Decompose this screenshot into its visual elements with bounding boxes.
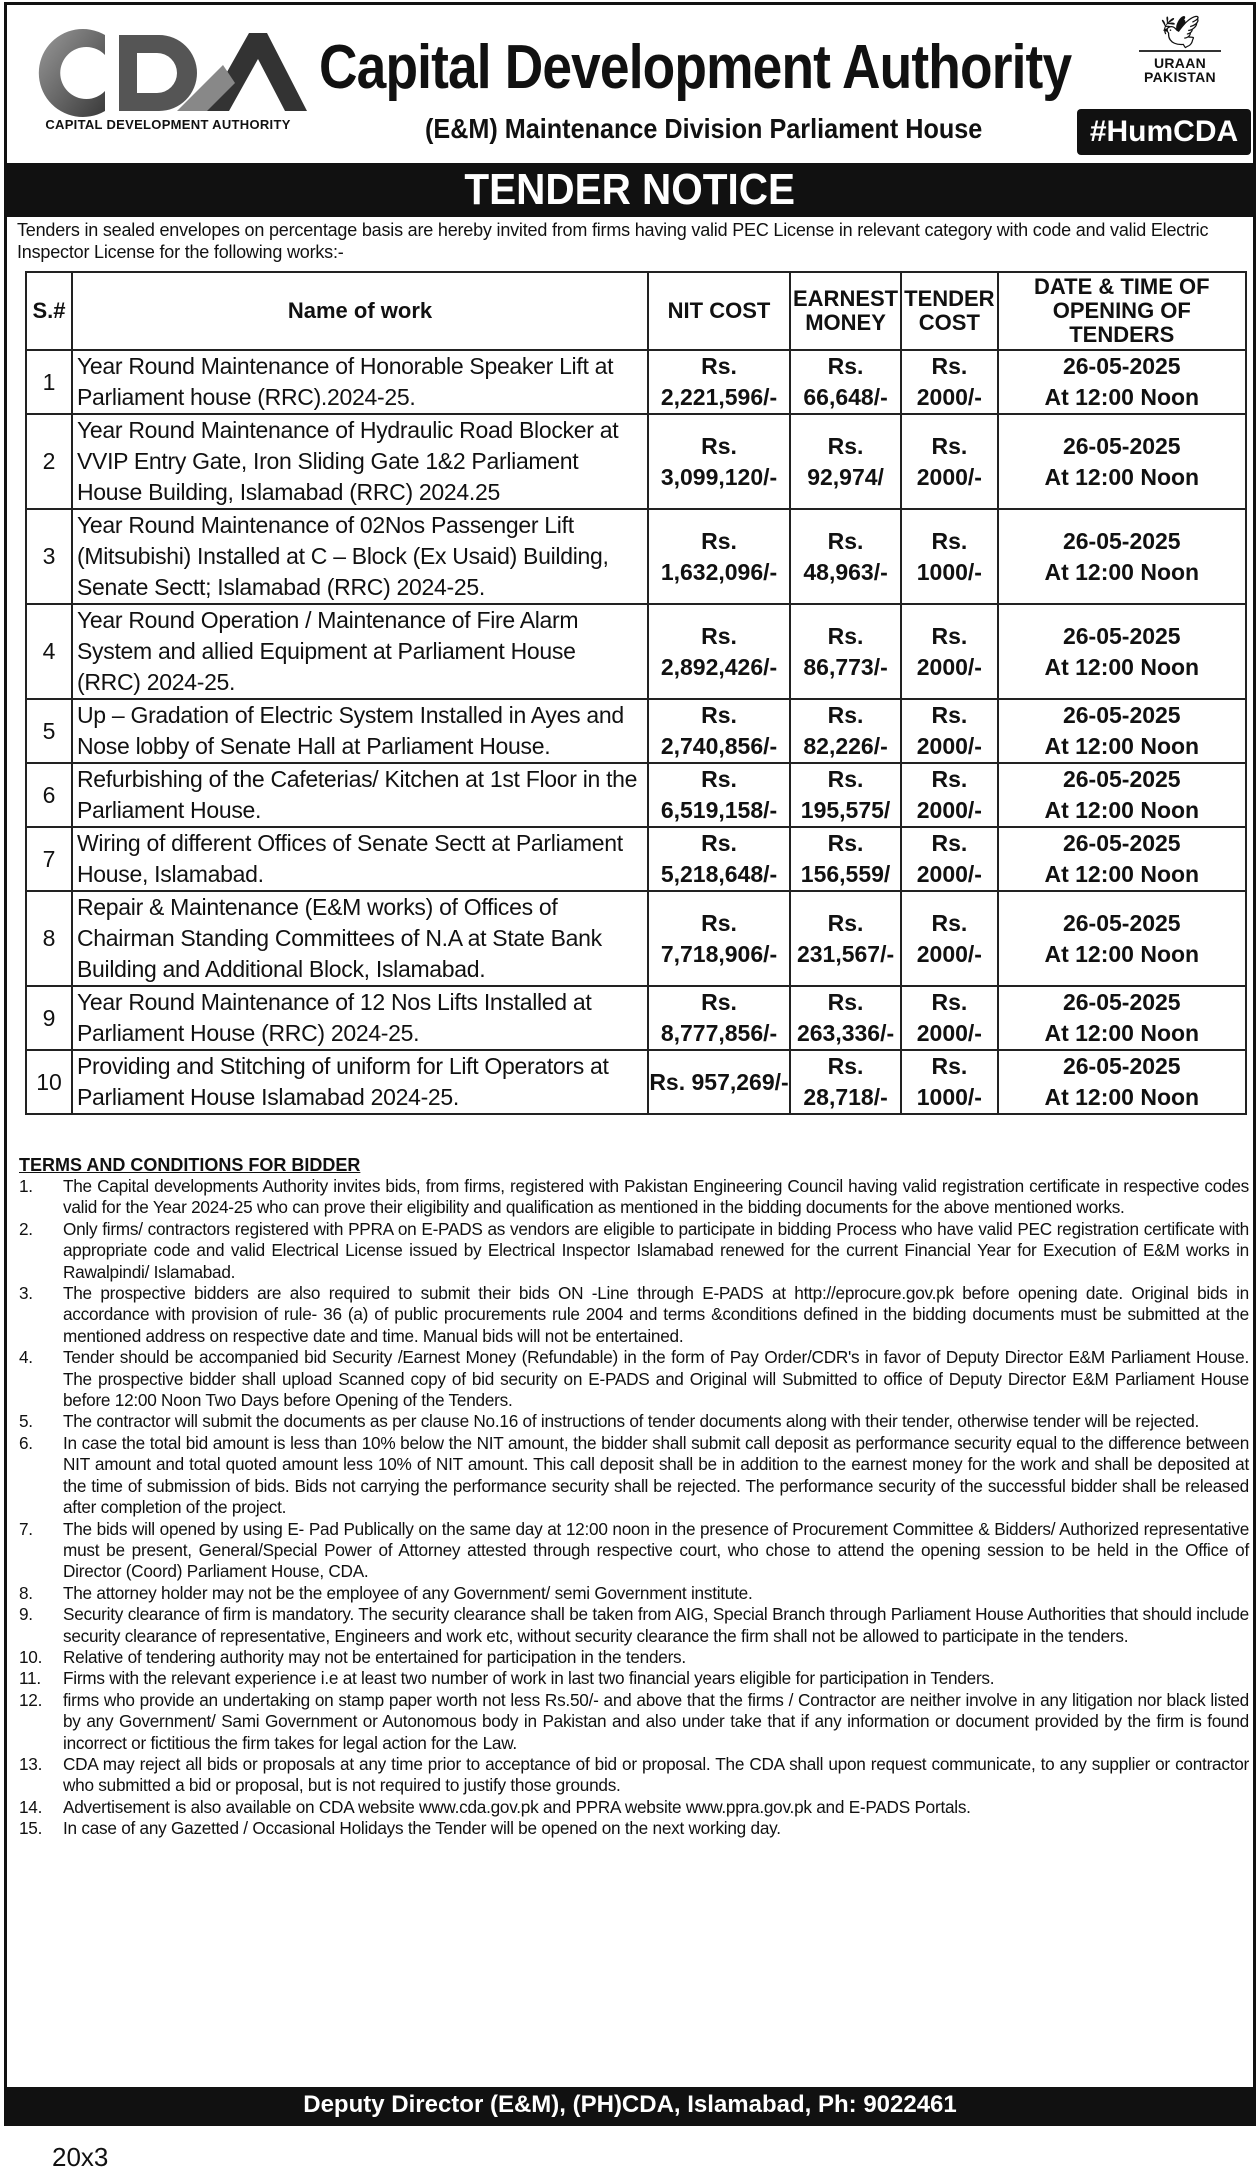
cell-earnest-money: Rs. 92,974/ [790,414,901,509]
terms-section [19,1154,1249,1840]
cell-opening-date-time [998,891,1246,986]
term-item [19,1433,1249,1519]
opening-date: 26-05-2025 [1062,432,1181,459]
opening-time: At 12:00 Noon [1044,653,1200,680]
term-item [19,1347,1249,1411]
term-item [19,1754,1249,1797]
term-number: 3. [19,1283,33,1304]
cell-earnest-money: Rs. 195,575/ [790,763,901,827]
term-text: Tender should be accompanied bid Security /Earnest Money (Refundable) in the form of Pay Order/CDR's in favor of Deputy Director E&M Parliament House. The prospective bidder shall upload Scanned copy of bid security on E-PADS and Original will Submitted to office of Deputy Director E&M Parliament House before 12:00 Noon Two Days before Opening of the Tenders. [63,1347,1249,1411]
opening-time: At 12:00 Noon [1044,861,1200,887]
term-text: Relative of tendering authority may not be entertained for participation in the tenders. [63,1646,686,1667]
opening-date: 26-05-2025 [1062,527,1181,554]
cell-tender-cost: Rs. 2000/- [901,604,997,699]
term-text: The Capital developments Authority invites bids, from firms, registered with Pakistan Engineering Council having valid registration certificate in respective codes valid for the Year 2024-25 who can prove their eligibility and qualification as mentioned in the bidding documents for the above mentioned works. [63,1176,1249,1218]
header-sn: S.# [26,272,72,350]
cell-opening-date-time [998,827,1246,891]
cell-name-of-work: Up – Gradation of Electric System Installed in Ayes and Nose lobby of Senate Hall at Parliament House. [72,699,648,763]
tender-notice-title-bar [7,163,1253,217]
term-item [19,1411,1249,1432]
term-item [19,1583,1249,1604]
cell-name-of-work: Year Round Maintenance of Hydraulic Road Blocker at VVIP Entry Gate, Iron Sliding Gate 1&2 Parliament House Building, Islamabad (RRC) 2024.25 [72,414,648,509]
cell-name-of-work: Year Round Maintenance of Honorable Speaker Lift at Parliament house (RRC).2024-25. [72,350,648,414]
term-text: Advertisement is also available on CDA website www.cda.gov.pk and PPRA website www.ppra.gov.pk and E-PADS Portals. [63,1796,971,1817]
cell-opening-date-time [998,763,1246,827]
opening-date: 26-05-2025 [1062,622,1181,649]
cell-sn: 6 [26,763,72,827]
cell-tender-cost: Rs. 1000/- [901,1050,997,1114]
cell-earnest-money: Rs. 48,963/- [790,509,901,604]
table-row [26,509,1246,604]
organization-title: Capital Development Authority [319,33,1072,102]
term-number: 9. [19,1604,33,1625]
term-item [19,1818,1249,1839]
cell-name-of-work: Year Round Operation / Maintenance of Fire Alarm System and allied Equipment at Parliament House (RRC) 2024-25. [72,604,648,699]
header-earnest-money: EARNEST MONEY [790,272,901,350]
table-row [26,986,1246,1050]
cell-tender-cost: Rs. 2000/- [901,827,997,891]
opening-date: 26-05-2025 [1062,830,1181,856]
terms-title: TERMS AND CONDITIONS FOR BIDDER [19,1155,361,1175]
cell-name-of-work: Year Round Maintenance of 02Nos Passenger Lift (Mitsubishi) Installed at C – Block (Ex Usaid) Building, Senate Sectt; Islamabad (RRC) 2024-25. [72,509,648,604]
table-row [26,414,1246,509]
opening-time: At 12:00 Noon [1044,733,1200,759]
opening-date: 26-05-2025 [1062,909,1181,936]
term-item [19,1690,1249,1754]
term-item [19,1176,1249,1219]
term-text: firms who provide an undertaking on stamp paper worth not less Rs.50/- and above that the firms / Contractor are neither involve in any litigation nor black listed by any Government/ Sami Government or Autonomous body in Pakistan and also under take that if any information or document provided by the firm is found incorrect or fictitious the firm takes for legal action for the Law. [63,1689,1249,1753]
cell-sn: 2 [26,414,72,509]
cell-sn: 10 [26,1050,72,1114]
cell-opening-date-time [998,986,1246,1050]
division-subtitle: (E&M) Maintenance Division Parliament House [425,113,983,144]
cell-opening-date-time [998,1050,1246,1114]
cell-opening-date-time [998,350,1246,414]
opening-time: At 12:00 Noon [1044,797,1200,823]
term-number: 11. [19,1668,41,1689]
table-row [26,763,1246,827]
cell-opening-date-time [998,509,1246,604]
cell-earnest-money: Rs. 28,718/- [790,1050,901,1114]
footer-contact-bar: Deputy Director (E&M), (PH)CDA, Islamabad, Ph: 9022461 [7,2087,1253,2123]
cell-sn: 7 [26,827,72,891]
notice-frame [4,2,1256,2126]
cell-name-of-work: Year Round Maintenance of 12 Nos Lifts Installed at Parliament House (RRC) 2024-25. [72,986,648,1050]
cell-tender-cost: Rs. 2000/- [901,350,997,414]
cell-sn: 3 [26,509,72,604]
works-table-body [26,350,1246,1114]
cell-name-of-work: Refurbishing of the Cafeterias/ Kitchen at 1st Floor in the Parliament House. [72,763,648,827]
cell-nit-cost: Rs. 6,519,158/- [648,763,790,827]
term-text: Security clearance of firm is mandatory. The security clearance shall be taken from AIG, Special Branch through Parliament House Authorities that should include security clearance of representative, Engineers and work etc, without security clearance the firm shall not be allowed to participate in the tenders. [63,1604,1249,1646]
cell-earnest-money: Rs. 156,559/ [790,827,901,891]
term-item [19,1519,1249,1583]
term-item [19,1668,1249,1689]
uraan-pakistan-logo [1121,15,1239,103]
pakistan-text: PAKISTAN [1144,69,1216,85]
urdu-tagline-graphic [1139,50,1221,52]
cell-nit-cost: Rs. 7,718,906/- [648,891,790,986]
term-number: 4. [19,1347,33,1368]
cell-nit-cost: Rs. 5,218,648/- [648,827,790,891]
cda-logo-icon [27,25,307,121]
cell-tender-cost: Rs. 2000/- [901,414,997,509]
term-number: 15. [19,1818,43,1839]
term-item [19,1219,1249,1283]
cell-earnest-money: Rs. 263,336/- [790,986,901,1050]
logo-caption: CAPITAL DEVELOPMENT AUTHORITY [45,117,291,132]
table-header-row [26,272,1246,350]
term-text: In case the total bid amount is less than 10% below the NIT amount, the bidder shall submit call deposit as performance security equal to the difference between NIT amount and total quoted amount less 10% of NIT amount. This call deposit shall be in addition to the earnest money for the work and shall be deposited at the time of submission of bids. Bids not carrying the performance security shall be rejected. The performance security of the successful bidder shall be released after completion of the project. [63,1432,1249,1518]
term-number: 14. [19,1796,43,1817]
table-row [26,891,1246,986]
cell-earnest-money: Rs. 82,226/- [790,699,901,763]
header-nit-cost: NIT COST [648,272,790,350]
table-row [26,1050,1246,1114]
opening-time: At 12:00 Noon [1044,940,1200,967]
tender-notice-title: TENDER NOTICE [464,165,796,214]
cell-tender-cost: Rs. 2000/- [901,763,997,827]
opening-date: 26-05-2025 [1062,1053,1181,1079]
works-table [25,271,1247,1115]
cell-nit-cost: Rs. 1,632,096/- [648,509,790,604]
opening-date: 26-05-2025 [1062,989,1181,1015]
term-item [19,1797,1249,1818]
cell-sn: 4 [26,604,72,699]
opening-date: 26-05-2025 [1062,702,1181,728]
term-item [19,1604,1249,1647]
opening-time: At 12:00 Noon [1044,463,1200,490]
term-number: 1. [19,1176,33,1196]
term-text: Firms with the relevant experience i.e at least two number of work in last two financial years eligible for participation in Tenders. [63,1668,995,1689]
term-text: The attorney holder may not be the employee of any Government/ semi Government institute. [63,1582,753,1603]
term-number: 7. [19,1518,33,1539]
cell-nit-cost: Rs. 2,740,856/- [648,699,790,763]
term-text: In case of any Gazetted / Occasional Holidays the Tender will be opened on the next working day. [63,1818,781,1839]
term-number: 13. [19,1753,43,1774]
intro-paragraph: Tenders in sealed envelopes on percentage basis are hereby invited from firms having valid PEC License in relevant category with code and valid Electric Inspector License for the following works:- [17,220,1209,262]
cell-opening-date-time [998,414,1246,509]
term-text: Only firms/ contractors registered with PPRA on E-PADS as vendors are eligible to participate in bidding Process who have valid PEC registration certificate with appropriate code and valid Electrical License issued by Electrical Inspector Islamabad renewed for the current Financial Year for Execution of E&M works in Rawalpindi/ Islamabad. [63,1218,1249,1282]
table-row [26,827,1246,891]
cda-logo [27,25,307,157]
cell-sn: 5 [26,699,72,763]
cell-name-of-work: Providing and Stitching of uniform for Lift Operators at Parliament House Islamabad 2024-25. [72,1050,648,1114]
term-number: 6. [19,1432,33,1453]
opening-time: At 12:00 Noon [1044,558,1200,585]
term-item [19,1283,1249,1347]
cell-tender-cost: Rs. 2000/- [901,986,997,1050]
cell-opening-date-time [998,699,1246,763]
header-name-of-work: Name of work [72,272,648,350]
hashtag-badge: #HumCDA [1077,109,1251,155]
cell-earnest-money: Rs. 86,773/- [790,604,901,699]
header-date-time: DATE & TIME OF OPENING OF TENDERS [998,272,1246,350]
cell-sn: 8 [26,891,72,986]
opening-time: At 12:00 Noon [1044,1020,1200,1046]
cell-name-of-work: Repair & Maintenance (E&M works) of Offices of Chairman Standing Committees of N.A at State Bank Building and Additional Block, Islamabad. [72,891,648,986]
table-row [26,699,1246,763]
header-tender-cost: TENDER COST [901,272,997,350]
opening-date: 26-05-2025 [1062,353,1181,379]
term-number: 8. [19,1582,33,1603]
term-number: 12. [19,1689,43,1710]
term-number: 5. [19,1411,33,1432]
bird-icon: 🕊 [1159,14,1201,50]
cell-nit-cost: Rs. 8,777,856/- [648,986,790,1050]
cell-tender-cost: Rs. 2000/- [901,891,997,986]
header [7,5,1253,161]
term-text: CDA may reject all bids or proposals at any time prior to acceptance of bid or proposal. The CDA shall upon request communicate, to any supplier or contractor who submitted a bid or proposal, but is not required to justify those grounds. [63,1753,1249,1796]
table-row [26,604,1246,699]
ad-code: 20x3 [52,2142,109,2172]
table-row [26,350,1246,414]
cell-tender-cost: Rs. 1000/- [901,509,997,604]
cell-sn: 9 [26,986,72,1050]
cell-name-of-work: Wiring of different Offices of Senate Sectt at Parliament House, Islamabad. [72,827,648,891]
terms-list [19,1176,1249,1840]
cell-earnest-money: Rs. 66,648/- [790,350,901,414]
uraan-text: URAAN [1153,55,1207,71]
cell-sn: 1 [26,350,72,414]
term-item [19,1647,1249,1668]
term-text: The bids will opened by using E- Pad Publically on the same day at 12:00 noon in the presence of Procurement Committee & Bidders/ Authorized representative must be present, General/Special Power of Attorney attested through respective court, who chose to attend the opening session to be held in the Office of Director (Coord) Parliament House, CDA. [63,1518,1249,1582]
cell-tender-cost: Rs. 2000/- [901,699,997,763]
cell-opening-date-time [998,604,1246,699]
cell-nit-cost: Rs. 3,099,120/- [648,414,790,509]
opening-time: At 12:00 Noon [1044,384,1200,410]
opening-time: At 12:00 Noon [1044,1084,1200,1110]
term-text: The contractor will submit the documents as per clause No.16 of instructions of tender documents along with their tender, otherwise tender will be rejected. [63,1411,1200,1432]
term-text: The prospective bidders are also required to submit their bids ON -Line through E-PADS at http://eprocure.gov.pk before opening date. Original bids in accordance with provision of rule- 36 (a) of public procurements rule 2004 and terms &conditions defined in the bidding documents must be submitted at the mentioned address on respective date and time. Manual bids will not be entertained. [63,1283,1249,1346]
term-number: 2. [19,1218,33,1239]
opening-date: 26-05-2025 [1062,766,1181,792]
cell-nit-cost: Rs. 2,892,426/- [648,604,790,699]
cell-nit-cost: Rs. 2,221,596/- [648,350,790,414]
term-number: 10. [19,1646,43,1667]
cell-nit-cost: Rs. 957,269/- [648,1050,790,1114]
cell-earnest-money: Rs. 231,567/- [790,891,901,986]
